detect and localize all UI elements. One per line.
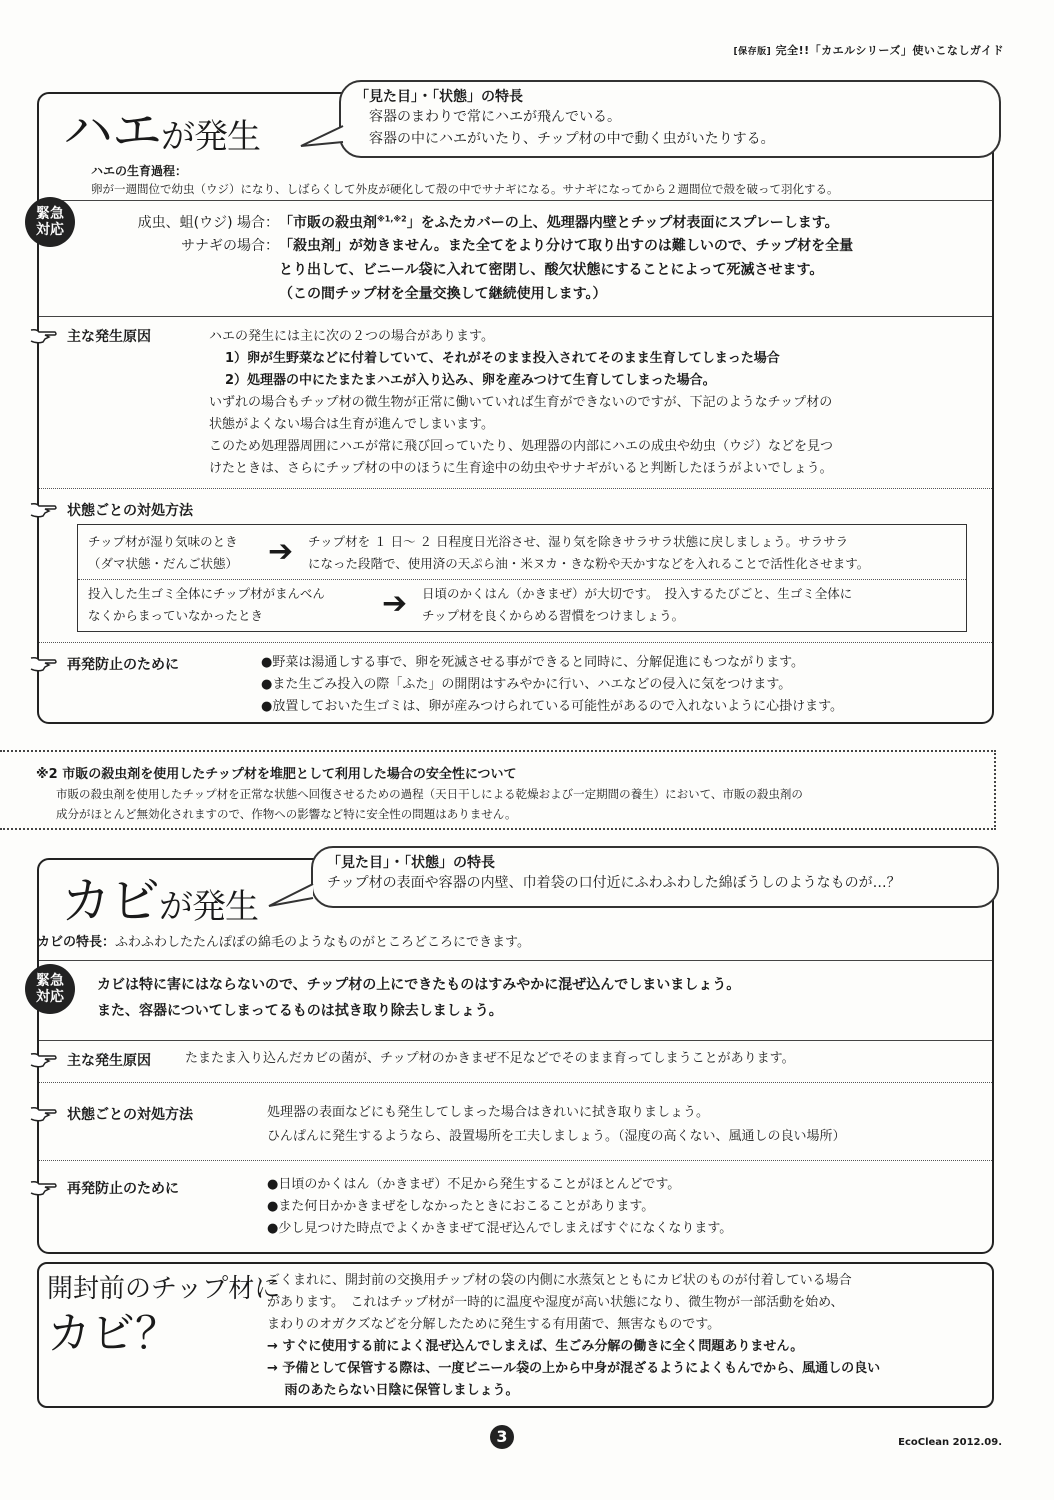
fly-title: ハエが発生 — [63, 102, 260, 160]
pointing-hand-icon — [29, 1179, 59, 1197]
emergency-badge: 緊急 対応 — [25, 197, 75, 247]
bubble-tail-icon — [297, 124, 345, 150]
footnote-2: ※2 市販の殺虫剤を使用したチップ材を堆肥として利用した場合の安全性について 市販の殺虫剤を使用したチップ材を正常な状態へ回復させるための過程（天日干しによる乾燥および一定期間の養生）において、市販の殺虫剤の 成分がほとんど無効化されますので、作物への影響など特に安全性の問題はありません。 — [0, 750, 996, 830]
mold-title: カビが発生 — [61, 872, 258, 930]
footer-brand: EcoClean 2012.09. — [898, 1437, 1002, 1448]
guide-header — [734, 42, 1004, 58]
cause-intro: ハエの発生には主に次の２つの場合があります。 — [209, 329, 494, 344]
mold-section: カビが発生 「見た目」・「状態」の特長 チップ材の表面や容器の内壁、巾着袋の口付近にふわふわした綿ぼうしのようなものが…？ カビの特長：ふわふわしたたんぽぽの綿毛のようなものがところどころにできます。 緊急 対応 カビは特に害にはならないので、チップ材の上にできたものはすみやかに混ぜ込んでしまいましょう。 また、容器についてしまってるものは拭き取り除去しましょう。 主な発生原因 たまたま入り込んだカビの菌が、チップ材のかきまぜ不足などでそのまま育ってしまうことがあります。 状態ごとの対処方法 処理器の表面などにも発生してしまった場合はきれいに拭き取りましょう。 ひんぱんに発生するようなら、設置場所を工夫しましょう。（湿度の高くない、風通しの良い場所） 再発防止のために ●日頃のかくはん（かきまぜ）不足から発生することがほとんどです。 ●また何日かかきまぜをしなかったときにおこることがあります。 ●少し見つけた時点でよくかきまぜて混ぜ込んでしまえばすぐになくなります。 — [37, 858, 994, 1254]
emergency-row-pupa: サナギの場合： 「殺虫剤」が効きません。また全てをより分けて取り出すのは難しいので、チップ材を全量 とり出して、ビニール袋に入れて密閉し、酸欠状態にすることによって死滅させます。 （この間チップ材を全量交換して継続使用します。） — [181, 238, 854, 302]
remedy-condition: チップ材が湿り気味のとき （ダマ状態・だんご状態） — [88, 534, 239, 571]
remedy-action: 日頃のかくはん（かきまぜ）が大切です。 投入するたびごと、生ゴミ全体に チップ材を良くからめる習慣をつけましょう。 — [422, 586, 853, 623]
bubble-tail-icon — [265, 882, 315, 910]
pointing-hand-icon — [29, 655, 59, 673]
emergency-row-adult: 成虫、蛆(ウジ) 場合：「市販の殺虫剤$^{※1,※2}$」をふたカバーの上、処理器内壁とチップ材表面にスプレーします。 — [137, 214, 839, 231]
remedy-condition: 投入した生ゴミ全体にチップ材がまんべん なくからまっていなかったとき — [88, 586, 325, 623]
footnote-title: ※2 市販の殺虫剤を使用したチップ材を堆肥として利用した場合の安全性について — [36, 767, 517, 782]
fly-section: ハエが発生 「見た目」・「状態」の特長 容器のまわりで常にハエが飛んでいる。 容器の中にハエがいたり、チップ材の中で動く虫がいたりする。 ハエの生育過程： 卵が一週間位で幼虫（ウジ）になり、しばらくして外皮が硬化して殻の中でサナギになる。サナギになってから２週間位で殻を破って羽化する。 緊急 対応 成虫、蛆(ウジ) 場合：「市販の殺虫剤$^{※1,※2}$」をふたカバーの上、処理器内壁とチップ材表面にスプレーします。 サナギの場合： 「殺虫剤」が効きません。また全てをより分けて取り出すのは難しいので、チップ材を全量 とり出して、ビニール袋に入れて密閉し、酸欠状態にすることによって死滅させます。 （この間チップ材を全量交換して継続使用します。） 主な発生原因 ハエの発生には主に次の２つの場合があります。 1）卵が生野菜などに付着していて、それがそのまま投入されてそのまま生育してしまった場合 2）処理器の中にたまたまハエが入り込み、卵を産みつけて生育してしまった場合。 いずれの場合もチップ材の微生物が正常に働いていれば生育ができないのですが、下記のようなチップ材の 状態がよくない場合は生育が進んでしまいます。 このため処理器周囲にハエが常に飛び回っていたり、処理器の内部にハエの成虫や幼虫（ウジ）などを見つ けたときは、さらにチップ材の中のほうに生育途中の幼虫やサナギがいると判断したほうがよいでしょう。 状態ごとの対処方法 チップ材が湿り気味のとき （ダマ状態・だんご状態） ➔ チップ材を １ 日～ ２ 日程度日光浴させ、湿り気を除きサラサラ状態に戻しましょう。サラサラ になった段階で、使用済の天ぷら油・米ヌカ・きな粉や天かすなどを入れることで活性化させます。 投入した生ゴミ全体にチップ材がまんべん なくからまっていなかったとき ➔ 日頃のかくはん（かきまぜ）が大切です。 投入するたびごと、生ゴミ全体に チップ材を良くからめる習慣をつけましょう。 再発防止のために ●野菜は湯通しする事で、卵を死滅させる事ができると同時に、分解促進にもつながります。 ●また生ごみ投入の際「ふた」の開閉はすみやかに行い、ハエなどの侵入に気をつけます。 ●放置しておいた生ゴミは、卵が産みつけられている可能性があるので入れないように心掛けます。 — [37, 92, 994, 724]
lifecycle-text: 卵が一週間位で幼虫（ウジ）になり、しばらくして外皮が硬化して殻の中でサナギになる。サナギになってから２週間位で殻を破って羽化する。 — [91, 182, 839, 196]
pointing-hand-icon — [29, 327, 59, 345]
unopened-title: 開封前のチップ材に カビ？ — [47, 1274, 281, 1359]
pointing-hand-icon — [29, 1105, 59, 1123]
header-title: 完全!!「カエルシリーズ」使いこなしガイド — [775, 44, 1004, 57]
lifecycle-label: ハエの生育過程： — [91, 164, 188, 178]
remedy-table — [77, 524, 967, 632]
bubble-title: 「見た目」・「状態」の特長 — [355, 89, 523, 105]
remedy-label: 状態ごとの対処方法 — [29, 1104, 193, 1124]
remedy-action: チップ材を １ 日～ ２ 日程度日光浴させ、湿り気を除きサラサラ状態に戻しましょう。サラサラ になった段階で、使用済の天ぷら油・米ヌカ・きな粉や天かすなどを入れることで活性化させます。 — [308, 534, 870, 571]
prevent-label: 再発防止のために — [29, 654, 179, 674]
unopened-chip-mold-section: 開封前のチップ材に カビ？ ごくまれに、開封前の交換用チップ材の袋の内側に水蒸気とともにカビ状のものが付着している場合 があります。 これはチップ材が一時的に温度や湿度が高い状態になり、微生物が一部活動を始め、 まわりのオガクズなどを分解したために発生する有用菌で、無害なものです。 → すぐに使用する前によく混ぜ込んでしまえば、生ごみ分解の働きに全く問題ありません。 → 予備として保管する際は、一度ビニール袋の上から中身が混ざるようによくもんでから、風通しの良い 雨のあたらない日陰に保管しましょう。 — [37, 1262, 994, 1408]
fly-appearance-bubble: 「見た目」・「状態」の特長 容器のまわりで常にハエが飛んでいる。 容器の中にハエがいたり、チップ材の中で動く虫がいたりする。 — [339, 80, 1001, 158]
prevent-label: 再発防止のために — [29, 1178, 179, 1198]
page-number: 3 — [490, 1425, 514, 1449]
emergency-badge: 緊急 対応 — [25, 964, 75, 1014]
header-prefix: [保存版] — [733, 47, 772, 57]
cause-label: 主な発生原因 — [29, 1050, 151, 1070]
remedy-label: 状態ごとの対処方法 — [29, 500, 193, 520]
arrow-icon: ➔ — [382, 586, 408, 621]
pointing-hand-icon — [29, 501, 59, 519]
cause-label: 主な発生原因 — [29, 326, 151, 346]
arrow-icon: ➔ — [268, 534, 294, 569]
mold-feature: カビの特長：ふわふわしたたんぽぽの綿毛のようなものがところどころにできます。 — [37, 935, 530, 950]
pointing-hand-icon — [29, 1051, 59, 1069]
mold-appearance-bubble: 「見た目」・「状態」の特長 チップ材の表面や容器の内壁、巾着袋の口付近にふわふわした綿ぼうしのようなものが…？ — [311, 846, 999, 908]
